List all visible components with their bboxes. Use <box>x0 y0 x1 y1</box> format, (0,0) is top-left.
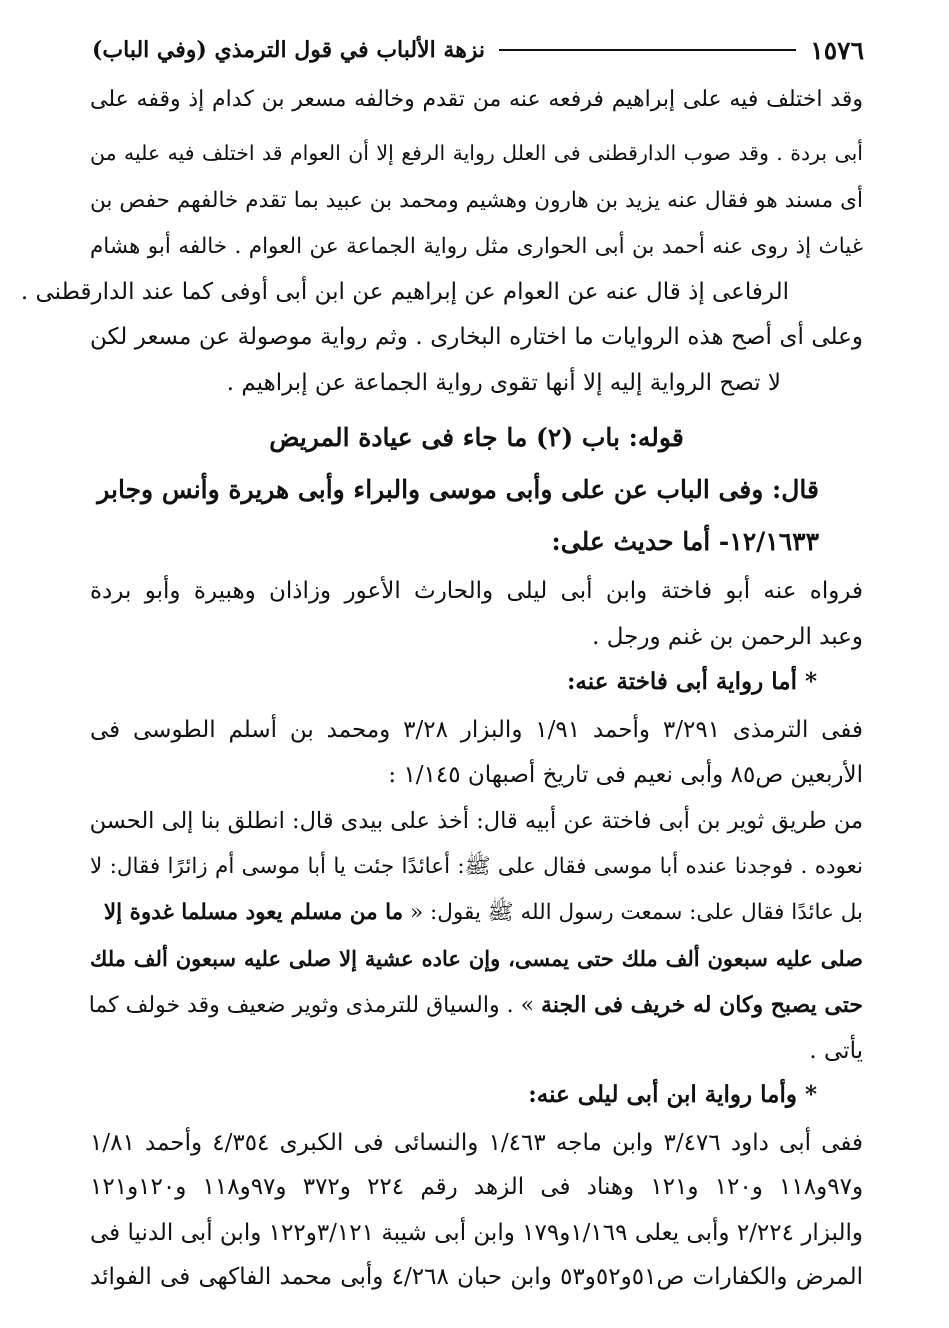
text-line: من طريق ثوير بن أبى فاختة عن أبيه قال: أخذ على بيدى قال: انطلق بنا إلى الحسن <box>89 808 863 834</box>
text-span: بل عائدًا فقال على: سمعت رسول الله ﷺ يقول: « <box>409 900 863 925</box>
text-line: فرواه عنه أبو فاختة وابن أبى ليلى والحارث الأعور وزاذان وهبيرة وأبو بردة <box>90 578 863 604</box>
text-line: نعوده . فوجدنا عنده أبا موسى فقال على ﷺ: أعائدًا جئت يا أبا موسى أم زائرًا فقال: لا <box>90 854 863 879</box>
text-line: غياث إذ روى عنه أحمد بن أبى الحوارى مثل رواية الجماعة عن العوام . خالفه أبو هشام <box>90 234 863 259</box>
page-header <box>92 30 864 70</box>
text-line: يأتى . <box>809 1038 863 1064</box>
bold-quote-line: صلى عليه سبعون ألف ملك حتى يمسى، وإن عاده عشية إلا صلى عليه سبعون ألف ملك <box>90 946 863 971</box>
text-line: ففى الترمذى ٣/٢٩١ وأحمد ١/٩١ والبزار ٣/٢٨ ومحمد بن أسلم الطوسى فى <box>90 717 863 743</box>
text-span: » . والسياق للترمذى وثوير ضعيف وقد خولف كما <box>88 993 535 1018</box>
text-line <box>90 990 863 1021</box>
chapter-heading: قوله: باب (٢) ما جاء فى عيادة المريض <box>269 423 684 452</box>
bold-quote: حتى يصبح وكان له خريف فى الجنة <box>541 992 863 1018</box>
text-line: وقد اختلف فيه على إبراهيم فرفعه عنه من تقدم وخالفه مسعر بن كدام إذ وقفه على <box>90 87 863 112</box>
running-title: نزهة الألباب في قول الترمذي (وفي الباب) <box>92 37 486 63</box>
text-line: الأربعين ص٨٥ وأبى نعيم فى تاريخ أصبهان ١/١٤٥ : <box>388 762 863 788</box>
text-line: وعلى أى أصح هذه الروايات ما اختاره البخارى . وثم رواية موصولة عن مسعر لكن <box>90 324 863 350</box>
text-line: المرض والكفارات ص٥١و٥٢و٥٣ وابن حبان ٤/٢٦٨ وأبى محمد الفاكهى فى الفوائد <box>90 1264 863 1290</box>
text-line: و٩٧و١١٨ و١٢٠ و١٢١ وهناد فى الزهد رقم ٢٢٤ و٣٧٢ و٩٧و١١٨ و١٢٠و١٢١ <box>90 1174 864 1200</box>
text-line: الرفاعى إذ قال عنه عن العوام عن إبراهيم عن ابن أبى أوفى كما عند الدارقطنى . <box>20 279 789 305</box>
text-line: والبزار ٢/٢٢٤ وأبى يعلى ١/١٦٩و١٧٩ وابن أبى شيبة ٣/١٢١و١٢٢ وابن أبى الدنيا فى <box>90 1220 863 1246</box>
text-line: أى مسند هو فقال عنه يزيد بن هارون وهشيم ومحمد بن عبيد بما تقدم خالفهم حفص بن <box>90 188 863 213</box>
section-subheading: * وأما رواية ابن أبى ليلى عنه: <box>528 1081 817 1108</box>
section-subheading: * أما رواية أبى فاختة عنه: <box>566 668 817 695</box>
chapter-subheading: قال: وفى الباب عن على وأبى موسى والبراء وأبى هريرة وأنس وجابر <box>97 475 819 504</box>
bold-quote: ما من مسلم يعود مسلما غدوة إلا <box>103 900 404 925</box>
text-line: أبى بردة . وقد صوب الدارقطنى فى العلل رواية الرفع إلا أن العوام قد اختلف فيه عليه من <box>90 141 863 165</box>
header-rule <box>499 49 796 51</box>
hadith-number-heading: ١٢/١٦٣٣- أما حديث على: <box>551 527 819 556</box>
page-number: ١٥٧٦ <box>810 35 864 65</box>
text-line: ففى أبى داود ٣/٤٧٦ وابن ماجه ١/٤٦٣ والنسائى فى الكبرى ٤/٣٥٤ وأحمد ١/٨١ <box>90 1130 863 1156</box>
text-line: وعبد الرحمن بن غنم ورجل . <box>592 624 863 650</box>
text-line <box>90 898 863 928</box>
text-line: لا تصح الرواية إليه إلا أنها تقوى رواية الجماعة عن إبراهيم . <box>226 370 781 396</box>
